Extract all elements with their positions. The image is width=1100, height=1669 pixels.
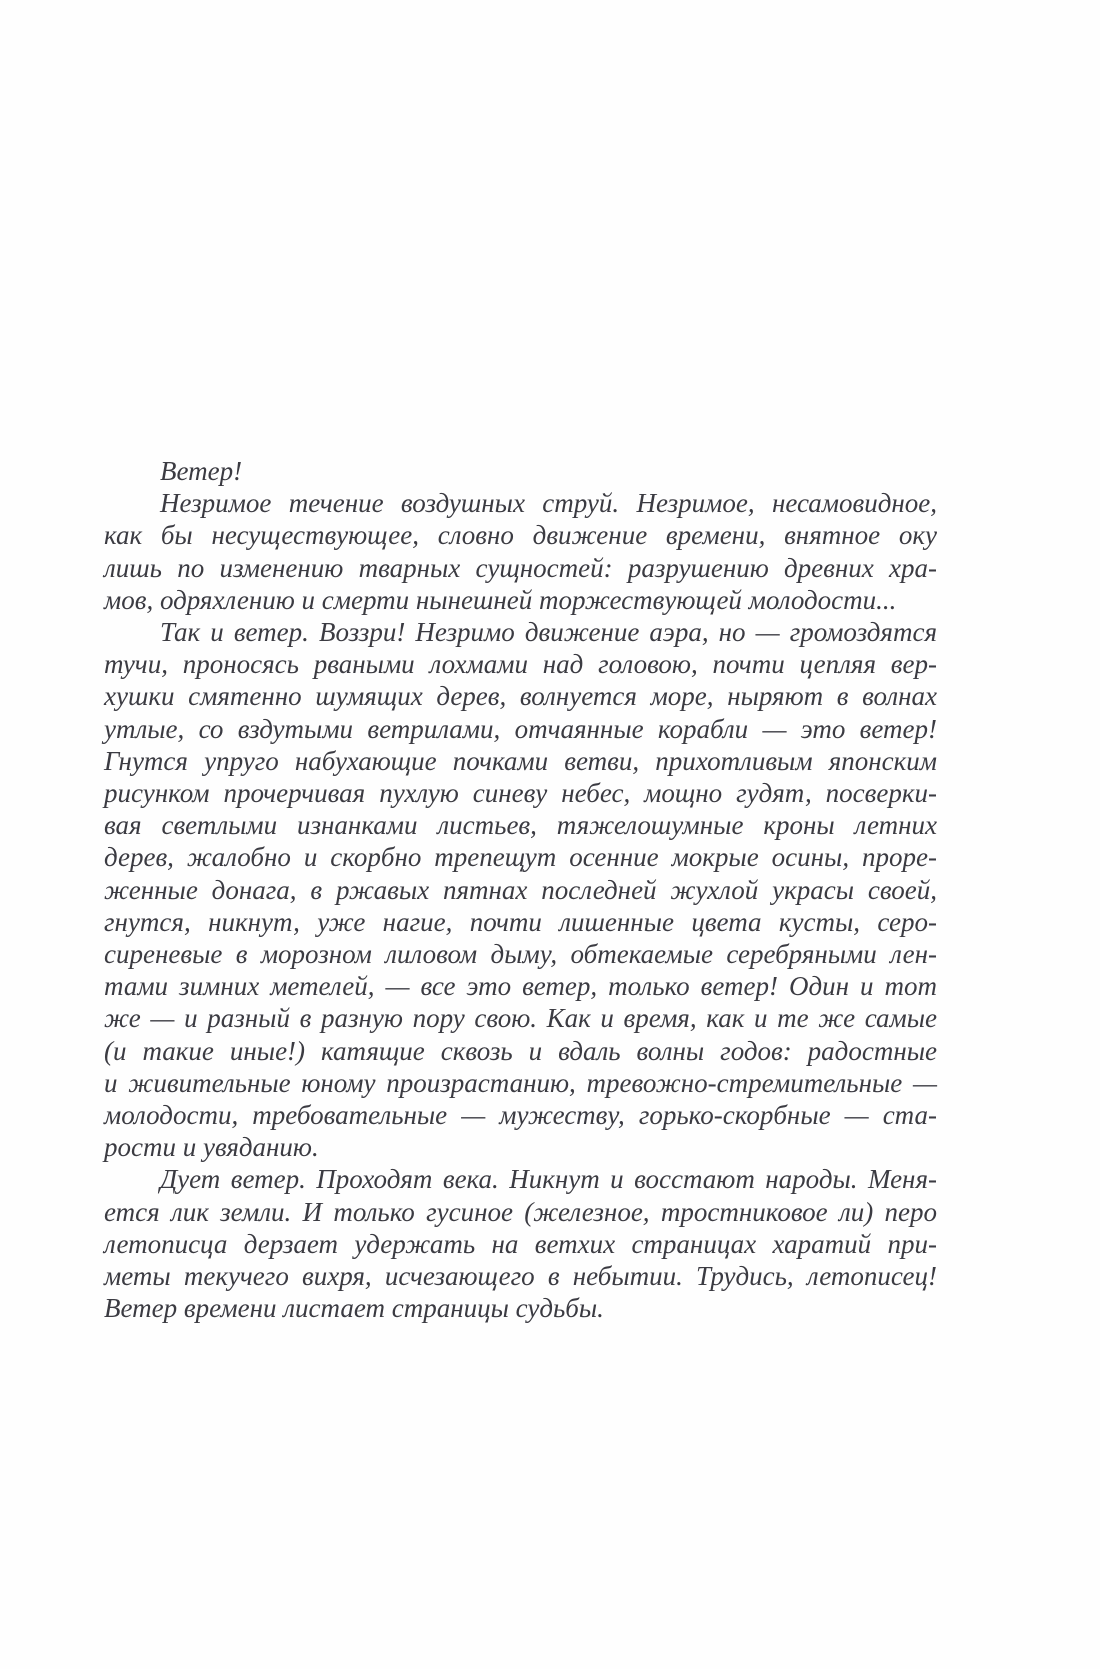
paragraph <box>104 487 937 616</box>
text-line: Ветер времени листает страницы судьбы. <box>104 1293 604 1324</box>
text-line: как бы несуществующее, словно движение времени, внятное оку <box>104 520 937 551</box>
text-line: (и такие иные!) катящие сквозь и вдаль волны годов: радостные <box>104 1035 937 1066</box>
text-line: Гнутся упруго набухающие почками ветви, прихотливым японским <box>104 745 937 776</box>
text-line: Незримое течение воздушных струй. Незримое, несамовидное, <box>160 488 937 519</box>
text-line: рости и увяданию. <box>104 1132 319 1163</box>
text-line: молодости, требовательные — мужеству, горько-скорбные — ста- <box>104 1100 937 1131</box>
text-line: ется лик земли. И только гусиное (железное, тростниковое ли) перо <box>104 1196 937 1227</box>
text-line: лишь по изменению тварных сущностей: разрушению древних хра- <box>104 552 937 583</box>
text-line: хушки смятенно шумящих дерев, волнуется море, ныряют в волнах <box>104 681 937 712</box>
text-line: сиреневые в морозном лиловом дыму, обтекаемые серебряными лен- <box>104 939 937 970</box>
text-line: тучи, проносясь рваными лохмами над головою, почти цепляя вер- <box>104 649 937 680</box>
text-line: Ветер! <box>160 456 243 486</box>
text-line: гнутся, никнут, уже нагие, почти лишенные цвета кусты, серо- <box>104 906 937 937</box>
text-block <box>104 455 937 1324</box>
text-line: женные донага, в ржавых пятнах последней жухлой украсы своей, <box>104 874 937 905</box>
text-line: вая светлыми изнанками листьев, тяжелошумные кроны летних <box>104 810 937 841</box>
text-line: Так и ветер. Воззри! Незримо движение аэра, но — громоздятся <box>160 617 937 648</box>
text-line: тами зимних метелей, — все это ветер, только ветер! Один и тот <box>104 971 937 1002</box>
text-line: же — и разный в разную пору свою. Как и время, как и те же самые <box>104 1003 937 1034</box>
paragraph <box>104 1163 937 1324</box>
text-line: утлые, со вздутыми ветрилами, отчаянные корабли — это ветер! <box>104 713 937 744</box>
text-line: рисунком прочерчивая пухлую синеву небес, мощно гудят, посверки- <box>104 778 937 809</box>
paragraph <box>104 616 937 1163</box>
paragraph <box>104 455 937 487</box>
text-line: летописца дерзает удержать на ветхих страницах харатий при- <box>104 1228 937 1259</box>
text-line: и живительные юному произрастанию, тревожно-стремительные — <box>104 1067 937 1098</box>
text-line: дерев, жалобно и скорбно трепещут осенние мокрые осины, проре- <box>104 842 937 873</box>
text-line: Дует ветер. Проходят века. Никнут и восстают народы. Меня- <box>160 1164 937 1195</box>
text-line: мов, одряхлению и смерти нынешней торжествующей молодости... <box>104 584 897 615</box>
text-line: меты текучего вихря, исчезающего в небытии. Трудись, летописец! <box>104 1261 937 1292</box>
